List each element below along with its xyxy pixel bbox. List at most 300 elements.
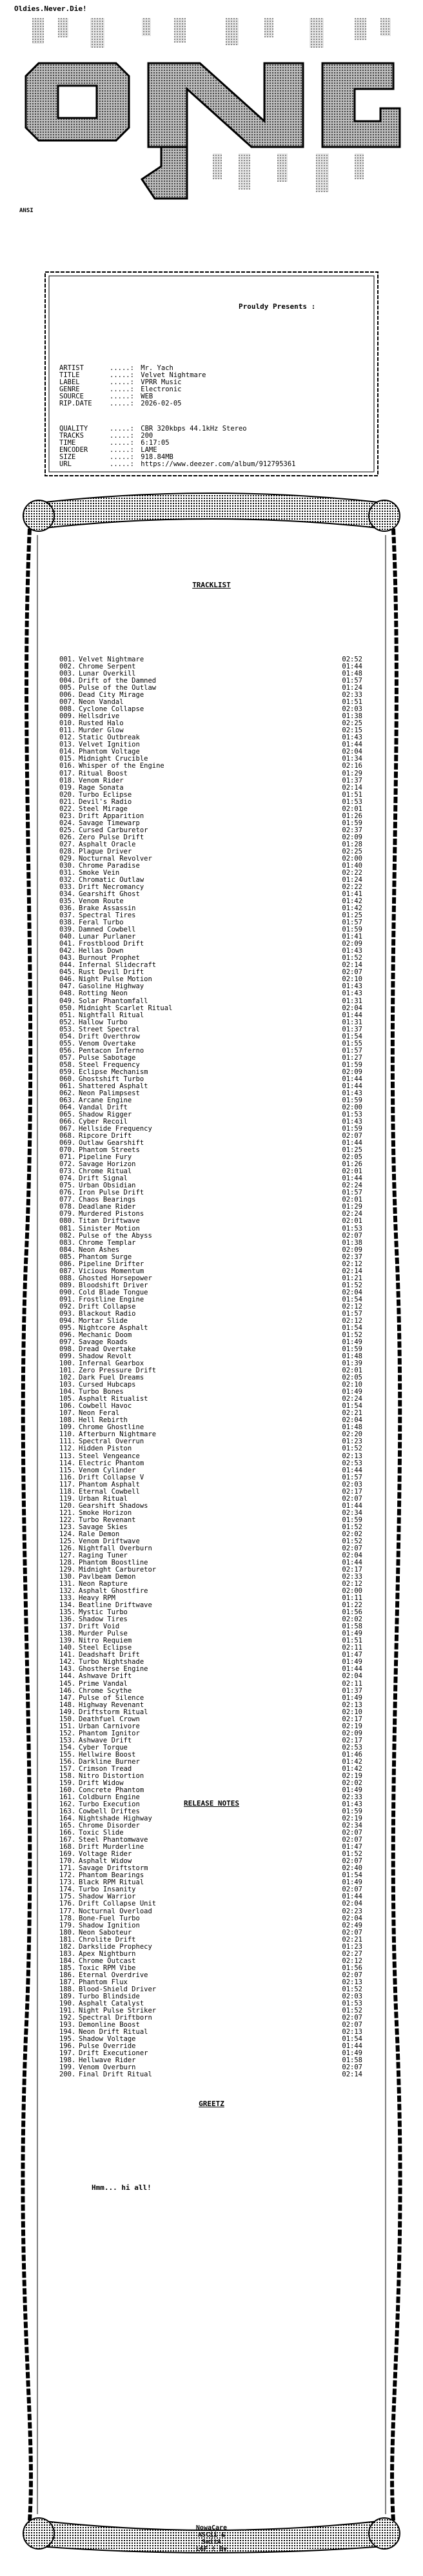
track-no: 082.: [59, 1231, 76, 1240]
track-dur: 02:14: [342, 2071, 362, 2079]
info-key: TIME: [59, 439, 76, 447]
track-no: 064.: [59, 1103, 76, 1111]
track-title: Ghostshift Turbo: [79, 1075, 144, 1083]
track-no: 047.: [59, 982, 76, 991]
track-title: Turbo Insanity: [79, 1886, 136, 1894]
track-row: [59, 1233, 362, 1240]
track-dur: 01:52: [342, 1537, 362, 1545]
track-dur: 01:51: [342, 698, 362, 707]
info-row: [59, 425, 295, 433]
footer-line: ASCii &: [197, 2532, 226, 2539]
track-no: 017.: [59, 769, 76, 777]
track-row: [59, 770, 362, 777]
track-no: 152.: [59, 1729, 76, 1737]
track-no: 110.: [59, 1430, 76, 1439]
track-no: 037.: [59, 912, 76, 920]
separator: .....:: [110, 378, 139, 386]
track-title: Spectral Tires: [79, 912, 136, 920]
track-no: 140.: [59, 1644, 76, 1652]
track-no: 038.: [59, 919, 76, 927]
track-no: 174.: [59, 1886, 76, 1894]
track-dur: 02:04: [342, 1416, 362, 1425]
track-dur: 02:03: [342, 1992, 362, 2000]
track-no: 105.: [59, 1395, 76, 1403]
track-dur: 02:07: [342, 968, 362, 977]
track-dur: 02:13: [342, 1701, 362, 1709]
track-dur: 02:33: [342, 691, 362, 699]
track-title: Nightfall Overburn: [79, 1544, 152, 1552]
track-title: Vandal Drift: [79, 1103, 128, 1111]
track-title: Ashwave Drift: [79, 1736, 132, 1744]
track-title: Iron Pulse Drift: [79, 1189, 144, 1197]
track-dur: 01:54: [342, 1323, 362, 1332]
track-no: 013.: [59, 741, 76, 749]
info-value: Velvet Nightmare: [141, 371, 206, 379]
track-dur: 01:57: [342, 919, 362, 927]
track-dur: 01:11: [342, 1594, 362, 1603]
track-dur: 02:02: [342, 1530, 362, 1538]
track-row: [59, 998, 362, 1005]
track-dur: 02:10: [342, 1381, 362, 1389]
track-no: 010.: [59, 719, 76, 728]
track-dur: 01:52: [342, 1281, 362, 1289]
track-title: Midnight Scarlet Ritual: [79, 1004, 173, 1012]
track-dur: 01:54: [342, 1032, 362, 1040]
separator: .....:: [110, 393, 139, 400]
separator: .....:: [110, 371, 139, 379]
track-title: Turbo Bones: [79, 1388, 124, 1396]
track-no: 193.: [59, 2021, 76, 2029]
track-dur: 02:14: [342, 783, 362, 792]
track-title: Burnout Prophet: [79, 954, 140, 962]
track-dur: 02:15: [342, 727, 362, 735]
track-title: Urban Obsidian: [79, 1182, 136, 1190]
track-dur: 02:04: [342, 1551, 362, 1559]
track-title: Eclipse Mechanism: [79, 1068, 148, 1076]
track-no: 145.: [59, 1679, 76, 1688]
track-row: [59, 1481, 362, 1488]
track-title: Neon Saboteur: [79, 1928, 132, 1937]
track-no: 081.: [59, 1224, 76, 1233]
track-dur: 01:57: [342, 1309, 362, 1318]
track-title: Shadow Revolt: [79, 1352, 132, 1361]
track-title: Steel Vengeance: [79, 1452, 140, 1460]
track-dur: 02:07: [342, 2064, 362, 2072]
track-no: 080.: [59, 1217, 76, 1225]
track-title: Neon Rapture: [79, 1580, 128, 1588]
track-title: Beatline Driftwave: [79, 1601, 152, 1610]
track-dur: 02:21: [342, 1409, 362, 1418]
track-title: Chrome Disorder: [79, 1822, 140, 1830]
track-no: 122.: [59, 1516, 76, 1524]
track-dur: 02:01: [342, 1167, 362, 1176]
track-no: 094.: [59, 1316, 76, 1325]
track-no: 178.: [59, 1914, 76, 1922]
track-dur: 02:07: [342, 2021, 362, 2029]
info-value: 6:17:05: [141, 439, 170, 447]
track-no: 185.: [59, 1964, 76, 1972]
track-title: Arcane Engine: [79, 1096, 132, 1104]
track-dur: 02:25: [342, 847, 362, 855]
track-no: 041.: [59, 940, 76, 948]
track-dur: 02:07: [342, 1836, 362, 1844]
track-dur: 01:52: [342, 954, 362, 962]
track-dur: 02:16: [342, 762, 362, 770]
track-dur: 02:37: [342, 1253, 362, 1261]
track-title: Shadow Rigger: [79, 1111, 132, 1118]
track-no: 069.: [59, 1139, 76, 1147]
track-no: 133.: [59, 1594, 76, 1603]
track-no: 051.: [59, 1011, 76, 1019]
track-no: 130.: [59, 1573, 76, 1581]
track-title: Drift Apparition: [79, 812, 144, 820]
track-no: 139.: [59, 1637, 76, 1645]
track-title: Highway Revenant: [79, 1701, 144, 1709]
track-title: Midnight Crucible: [79, 755, 148, 763]
track-no: 078.: [59, 1203, 76, 1211]
track-title: Pipeline Fury: [79, 1153, 132, 1162]
track-dur: 01:49: [342, 1878, 362, 1887]
track-dur: 02:34: [342, 1822, 362, 1830]
track-title: Cowbell Driftes: [79, 1808, 140, 1816]
greetz-text: Hmm... hi all!: [92, 2183, 152, 2192]
track-dur: 01:41: [342, 933, 362, 941]
track-no: 171.: [59, 1864, 76, 1873]
track-title: Zero Pulse Drift: [79, 833, 144, 841]
track-dur: 02:09: [342, 1245, 362, 1254]
track-dur: 02:53: [342, 1743, 362, 1751]
track-dur: 01:59: [342, 926, 362, 934]
track-no: 036.: [59, 904, 76, 913]
track-title: Driftstorm Ritual: [79, 1708, 148, 1716]
track-no: 090.: [59, 1288, 76, 1296]
track-title: Ashwave Drift: [79, 1672, 132, 1681]
track-title: Venom Cylinder: [79, 1466, 136, 1474]
track-no: 109.: [59, 1423, 76, 1432]
track-title: Street Spectral: [79, 1025, 140, 1033]
track-no: 123.: [59, 1523, 76, 1531]
greetz-heading: GREETZ: [199, 2100, 224, 2108]
track-no: 035.: [59, 897, 76, 906]
track-no: 022.: [59, 805, 76, 813]
track-no: 054.: [59, 1032, 76, 1040]
track-dur: 01:52: [342, 1985, 362, 1993]
track-dur: 01:59: [342, 1808, 362, 1816]
track-title: Infernal Gearbox: [79, 1360, 144, 1368]
info-row: [59, 461, 295, 468]
track-no: 003.: [59, 670, 76, 678]
track-no: 076.: [59, 1189, 76, 1197]
track-title: Murder Glow: [79, 727, 124, 735]
track-title: Chrome Ghostline: [79, 1423, 144, 1432]
track-dur: 02:24: [342, 1210, 362, 1218]
track-title: Gearshift Ghost: [79, 890, 140, 899]
track-title: Hellsdrive: [79, 712, 120, 721]
footer-line: SmitA: [201, 2539, 222, 2546]
track-dur: 02:13: [342, 1452, 362, 1460]
track-dur: 02:04: [342, 1900, 362, 1908]
track-no: 075.: [59, 1182, 76, 1190]
track-dur: 01:49: [342, 1388, 362, 1396]
track-dur: 01:54: [342, 1402, 362, 1410]
track-dur: 02:17: [342, 1487, 362, 1496]
track-title: Drift of the Damned: [79, 677, 157, 685]
track-title: Neon Drift Ritual: [79, 2028, 148, 2036]
track-no: 149.: [59, 1708, 76, 1716]
track-dur: 01:52: [342, 1850, 362, 1859]
info-key: RIP.DATE: [59, 400, 92, 407]
track-dur: 01:44: [342, 1466, 362, 1474]
track-dur: 02:33: [342, 1793, 362, 1801]
track-dur: 01:53: [342, 1111, 362, 1118]
track-title: Cyclone Collapse: [79, 705, 144, 714]
track-title: Pulse Sabotage: [79, 1053, 136, 1062]
track-dur: 01:29: [342, 1203, 362, 1211]
track-title: Rust Devil Drift: [79, 968, 144, 977]
track-no: 106.: [59, 1402, 76, 1410]
track-dur: 01:29: [342, 769, 362, 777]
track-no: 125.: [59, 1537, 76, 1545]
track-dur: 02:13: [342, 2028, 362, 2036]
track-no: 088.: [59, 1274, 76, 1282]
track-dur: 02:07: [342, 2013, 362, 2022]
track-no: 137.: [59, 1623, 76, 1631]
track-title: Hallow Turbo: [79, 1018, 128, 1026]
track-dur: 02:07: [342, 1132, 362, 1140]
track-title: Asphalt Ghostfire: [79, 1587, 148, 1595]
track-title: Solar Phantomfall: [79, 997, 148, 1005]
track-no: 129.: [59, 1566, 76, 1574]
track-no: 084.: [59, 1245, 76, 1254]
track-dur: 02:03: [342, 1480, 362, 1488]
track-no: 052.: [59, 1018, 76, 1026]
info-key: SIZE: [59, 453, 76, 461]
separator: .....:: [110, 453, 139, 461]
track-no: 091.: [59, 1295, 76, 1303]
track-no: 146.: [59, 1686, 76, 1695]
track-title: Pavlbeam Demon: [79, 1573, 136, 1581]
track-row: [59, 1474, 362, 1481]
track-no: 189.: [59, 1992, 76, 2000]
track-dur: 02:34: [342, 1508, 362, 1517]
track-dur: 02:14: [342, 1267, 362, 1275]
track-title: Hellside Frequency: [79, 1125, 152, 1133]
info-key: ENCODER: [59, 446, 88, 454]
track-title: Shattered Asphalt: [79, 1082, 148, 1090]
track-dur: 01:44: [342, 741, 362, 749]
track-no: 058.: [59, 1060, 76, 1069]
track-no: 093.: [59, 1309, 76, 1318]
track-title: Shadow Voltage: [79, 2035, 136, 2044]
track-title: Venom Route: [79, 897, 124, 906]
track-title: Turbo Execution: [79, 1800, 140, 1809]
track-dur: 02:20: [342, 1430, 362, 1439]
track-dur: 01:25: [342, 912, 362, 920]
track-no: 032.: [59, 875, 76, 884]
track-dur: 01:59: [342, 1125, 362, 1133]
track-no: 097.: [59, 1338, 76, 1346]
presents-heading: Prouldy Presents :: [239, 302, 316, 311]
track-dur: 02:19: [342, 1815, 362, 1823]
track-title: Rotting Neon: [79, 990, 128, 998]
track-dur: 01:53: [342, 1999, 362, 2007]
track-title: Nightshade Highway: [79, 1815, 152, 1823]
track-dur: 02:24: [342, 1182, 362, 1190]
release-info: [59, 365, 206, 407]
track-row: [59, 990, 362, 997]
track-title: Murder Pulse: [79, 1630, 128, 1638]
track-no: 007.: [59, 698, 76, 707]
track-dur: 02:02: [342, 1615, 362, 1624]
track-title: Pulse of the Abyss: [79, 1231, 152, 1240]
track-title: Titan Driftwave: [79, 1217, 140, 1225]
track-dur: 02:04: [342, 1288, 362, 1296]
track-dur: 01:43: [342, 1089, 362, 1097]
track-no: 184.: [59, 1956, 76, 1965]
track-title: Sinister Motion: [79, 1224, 140, 1233]
track-title: Phantom Boostline: [79, 1558, 148, 1566]
track-title: Frostblood Drift: [79, 940, 144, 948]
track-dur: 01:26: [342, 1160, 362, 1169]
track-no: 179.: [59, 1921, 76, 1929]
track-no: 079.: [59, 1210, 76, 1218]
separator: .....:: [110, 400, 139, 407]
track-no: 150.: [59, 1715, 76, 1723]
track-row: [59, 1240, 362, 1247]
track-title: Shadow Tires: [79, 1615, 128, 1624]
track-title: Hellas Down: [79, 947, 124, 955]
track-no: 111.: [59, 1438, 76, 1446]
track-no: 141.: [59, 1651, 76, 1659]
track-row: [59, 1900, 362, 1908]
track-title: Cold Blade Tongue: [79, 1288, 148, 1296]
track-no: 043.: [59, 954, 76, 962]
track-dur: 01:59: [342, 1516, 362, 1524]
track-dur: 01:31: [342, 1018, 362, 1026]
track-no: 166.: [59, 1829, 76, 1837]
track-title: Lunar Overkill: [79, 670, 136, 678]
track-dur: 01:57: [342, 1473, 362, 1481]
track-dur: 01:22: [342, 1601, 362, 1610]
track-dur: 02:00: [342, 854, 362, 863]
track-dur: 01:47: [342, 1843, 362, 1851]
track-dur: 01:43: [342, 1800, 362, 1809]
track-title: Dark Fuel Dreams: [79, 1374, 144, 1382]
track-title: Ritual Boost: [79, 769, 128, 777]
track-no: 024.: [59, 819, 76, 827]
track-title: Brake Assassin: [79, 904, 136, 913]
track-row: [59, 1012, 362, 1019]
track-dur: 01:44: [342, 1082, 362, 1090]
track-title: Mortar Slide: [79, 1316, 128, 1325]
track-title: Chrome Outcast: [79, 1956, 136, 1965]
track-title: Turbo Nightshade: [79, 1658, 144, 1666]
track-title: Night Pulse Striker: [79, 2006, 157, 2015]
track-dur: 02:01: [342, 805, 362, 813]
track-dur: 02:19: [342, 1722, 362, 1730]
track-no: 147.: [59, 1693, 76, 1702]
track-no: 182.: [59, 1942, 76, 1951]
track-no: 027.: [59, 840, 76, 848]
track-row: [59, 1915, 362, 1922]
track-dur: 02:01: [342, 1217, 362, 1225]
track-dur: 02:04: [342, 1004, 362, 1012]
track-dur: 02:14: [342, 961, 362, 970]
track-title: Cursed Carburetor: [79, 826, 148, 834]
info-row: [59, 440, 295, 447]
track-title: Drift Widow: [79, 1779, 124, 1787]
track-row: [59, 2071, 362, 2078]
track-no: 199.: [59, 2064, 76, 2072]
track-dur: 01:25: [342, 1146, 362, 1155]
track-title: Smoke Horizon: [79, 1508, 132, 1517]
track-title: Chromatic Outlaw: [79, 875, 144, 884]
track-row: [59, 1681, 362, 1688]
track-no: 071.: [59, 1153, 76, 1162]
track-no: 087.: [59, 1267, 76, 1275]
track-no: 176.: [59, 1900, 76, 1908]
track-no: 019.: [59, 783, 76, 792]
track-dur: 02:07: [342, 1928, 362, 1937]
track-no: 030.: [59, 861, 76, 870]
track-no: 168.: [59, 1843, 76, 1851]
track-title: Darkline Burner: [79, 1757, 140, 1766]
track-no: 070.: [59, 1146, 76, 1155]
track-title: Cursed Hubcaps: [79, 1381, 136, 1389]
track-no: 160.: [59, 1786, 76, 1794]
track-dur: 02:01: [342, 1196, 362, 1204]
track-no: 131.: [59, 1580, 76, 1588]
track-dur: 01:59: [342, 1345, 362, 1354]
track-dur: 01:37: [342, 776, 362, 785]
track-row: [59, 1460, 362, 1467]
track-no: 073.: [59, 1167, 76, 1176]
track-title: Drift Murderline: [79, 1843, 144, 1851]
track-title: Black RPM Ritual: [79, 1878, 144, 1887]
track-no: 107.: [59, 1409, 76, 1418]
track-dur: 01:42: [342, 1764, 362, 1773]
track-dur: 01:44: [342, 1139, 362, 1147]
track-dur: 01:57: [342, 1189, 362, 1197]
track-title: Nocturnal Revolver: [79, 854, 152, 863]
tech-info: [59, 425, 295, 468]
track-no: 040.: [59, 933, 76, 941]
track-title: Shadow Warrior: [79, 1893, 136, 1901]
track-title: Eternal Cowbell: [79, 1487, 140, 1496]
track-no: 023.: [59, 812, 76, 820]
track-dur: 01:44: [342, 663, 362, 671]
track-no: 191.: [59, 2006, 76, 2015]
track-no: 151.: [59, 1722, 76, 1730]
track-no: 044.: [59, 961, 76, 970]
track-row: [59, 1019, 362, 1026]
track-no: 155.: [59, 1750, 76, 1759]
track-dur: 01:54: [342, 1295, 362, 1303]
track-no: 008.: [59, 705, 76, 714]
track-dur: 01:49: [342, 1658, 362, 1666]
track-dur: 01:52: [342, 2006, 362, 2015]
track-title: Phantom Asphalt: [79, 1480, 140, 1488]
track-row: [59, 785, 362, 792]
track-title: Drift Overthrow: [79, 1032, 140, 1040]
track-no: 142.: [59, 1658, 76, 1666]
track-dur: 01:49: [342, 1630, 362, 1638]
track-title: Chrome Scythe: [79, 1686, 132, 1695]
track-no: 124.: [59, 1530, 76, 1538]
track-no: 108.: [59, 1416, 76, 1425]
track-no: 159.: [59, 1779, 76, 1787]
track-no: 016.: [59, 762, 76, 770]
